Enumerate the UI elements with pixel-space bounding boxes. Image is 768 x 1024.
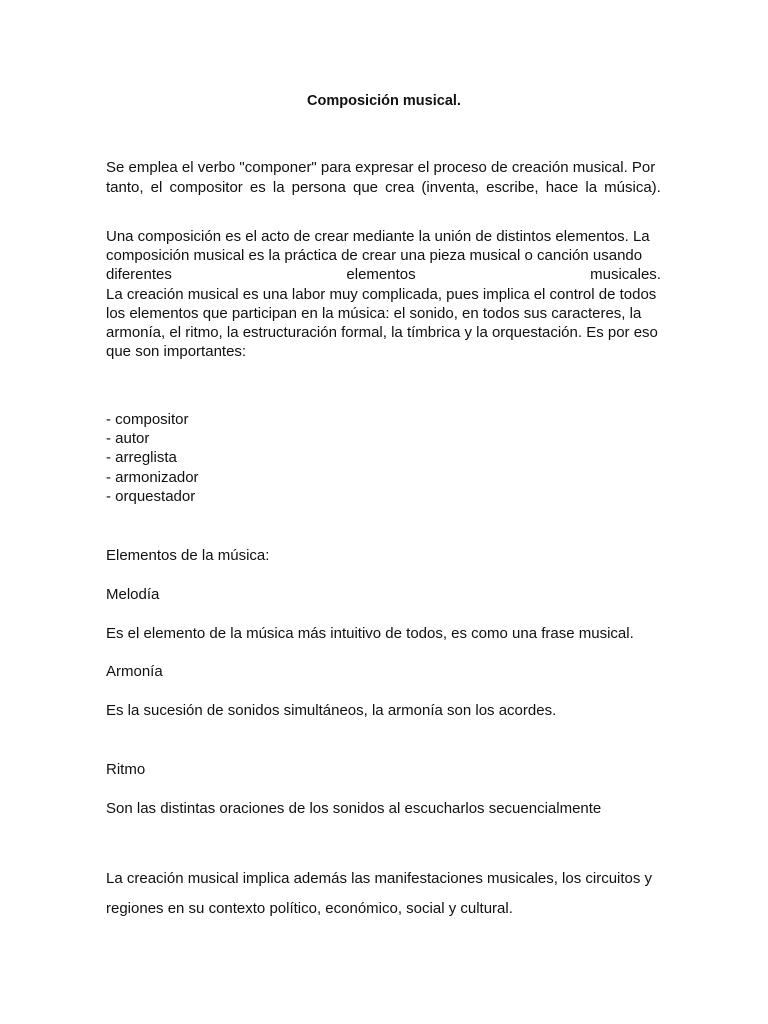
word: compositor	[169, 179, 243, 196]
word: música).	[604, 179, 661, 196]
word: elementos	[346, 266, 416, 283]
intro-line-2	[106, 178, 661, 197]
composition-line-1: Una composición es el acto de crear mediante la unión de distintos elementos. La	[106, 228, 650, 245]
elements-heading: Elementos de la música:	[106, 547, 270, 564]
composition-line-6: armonía, el ritmo, la estructuración formal, la tímbrica y la orquestación. Es por eso	[106, 324, 658, 341]
word: musicales.	[590, 266, 661, 283]
word: hace	[545, 179, 579, 196]
composition-line-5: los elementos que participan en la música: el sonido, en todos sus caracteres, la	[106, 305, 642, 322]
word: la	[272, 179, 285, 196]
list-item: - orquestador	[106, 488, 196, 505]
melody-heading: Melodía	[106, 586, 160, 603]
intro-line-1: Se emplea el verbo "componer" para expresar el proceso de creación musical. Por	[106, 159, 656, 176]
list-item: - compositor	[106, 411, 189, 428]
word: es	[249, 179, 266, 196]
closing-line-2: regiones en su contexto político, económico, social y cultural.	[106, 900, 513, 917]
word: crea	[385, 179, 415, 196]
word: diferentes	[106, 266, 172, 283]
list-item: - autor	[106, 430, 150, 447]
rhythm-heading: Ritmo	[106, 761, 146, 778]
closing-line-1: La creación musical implica además las manifestaciones musicales, los circuitos y	[106, 870, 653, 887]
composition-line-2: composición musical es la práctica de crear una pieza musical o canción usando	[106, 247, 643, 264]
harmony-heading: Armonía	[106, 663, 163, 680]
harmony-text: Es la sucesión de sonidos simultáneos, la armonía son los acordes.	[106, 702, 557, 719]
word: tanto,	[106, 179, 144, 196]
composition-line-3	[106, 265, 661, 284]
melody-text: Es el elemento de la música más intuitivo de todos, es como una frase musical.	[106, 625, 634, 642]
list-item: - arreglista	[106, 449, 177, 466]
composition-line-7: que son importantes:	[106, 343, 247, 360]
rhythm-text: Son las distintas oraciones de los sonidos al escucharlos secuencialmente	[106, 800, 602, 817]
word: que	[352, 179, 379, 196]
list-item: - armonizador	[106, 469, 199, 486]
document-title: Composición musical.	[307, 93, 461, 109]
word: la	[585, 179, 598, 196]
composition-line-4: La creación musical es una labor muy complicada, pues implica el control de todos	[106, 286, 657, 303]
word: persona	[291, 179, 346, 196]
word: escribe,	[486, 179, 539, 196]
word: el	[150, 179, 163, 196]
word: (inventa,	[421, 179, 479, 196]
